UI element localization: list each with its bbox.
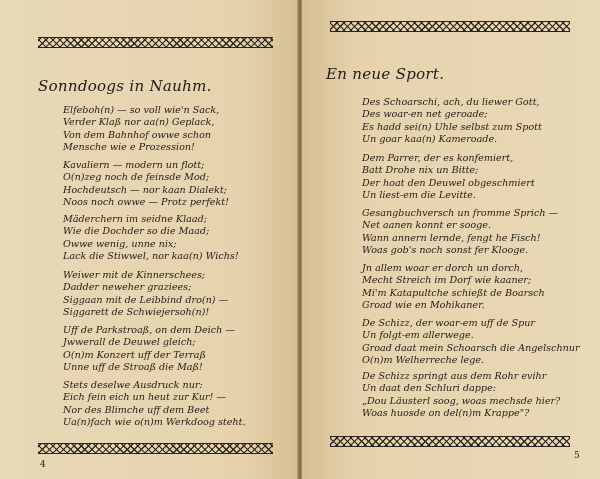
verse-line: Hochdeutsch — nor kaan Dialekt; (63, 184, 227, 196)
verse-line: Lack die Stiwwel, nor kaa(n) Wichs! (63, 251, 239, 263)
verse-line: Dadder neweher graziees; (63, 282, 192, 294)
verse-line: O(n)m Welherreche lege. (362, 355, 485, 367)
page-number: 5 (574, 451, 580, 461)
left-page (0, 0, 298, 479)
verse-line: Elfeboh(n) — so voll wie'n Sack, (63, 105, 220, 116)
verse-line: Net aanen konnt er sooge. (362, 220, 492, 232)
stanza (63, 380, 246, 430)
verse-line: Stets deselwe Ausdruck nur: (63, 380, 203, 391)
verse-line: Kavaliern — modern un flott; (63, 160, 205, 171)
stanza (63, 160, 229, 210)
verse-line: Es hadd sei(n) Uhle selbst zum Spott (362, 121, 542, 133)
verse-line: Jwwerall de Deuwel gleich; (63, 337, 196, 349)
stanza (362, 371, 560, 421)
verse-line: Unne uff de Stroaß die Maß! (63, 362, 203, 374)
verse-line: Ua(n)fach wie o(n)m Werkdoog steht. (63, 417, 246, 429)
verse-line: Gesangbuchversch un fromme Sprich — (362, 208, 559, 219)
poem-title: Sonndoogs in Nauhm. (38, 77, 212, 95)
verse-line: O(n)m Konzert uff der Terraß (63, 349, 206, 361)
poem-title: En neue Sport. (326, 65, 445, 83)
verse-line: Wie die Dochder so die Maad; (63, 226, 210, 238)
top-ornamental-border (330, 21, 570, 32)
verse-line: Nor des Blimche uff dem Beet (63, 404, 210, 416)
verse-line: Owwe wenig, unne nix; (63, 238, 177, 250)
verse-line: Siggarett de Schwiejersoh(n)! (63, 307, 210, 319)
verse-line: De Schizz, der woar-em uff de Spur (362, 318, 536, 329)
page-number: 4 (40, 460, 46, 470)
verse-line: Von dem Bahnhof owwe schon (63, 129, 212, 141)
stanza (362, 153, 535, 203)
bottom-ornamental-border (38, 443, 273, 454)
verse-line: Woas huosde on del(n)m Krappe"? (362, 408, 530, 420)
verse-line: Mensche wie e Prozession! (63, 142, 195, 154)
stanza (63, 325, 235, 375)
verse-line: Mecht Streich im Dorf wie kaaner; (362, 275, 532, 287)
verse-line: Siggaan mit de Leibbind dro(n) — (63, 294, 229, 306)
verse-line: Un goar kaa(n) Kameroade. (362, 134, 498, 146)
verse-line: Woas gob's noch sonst fer Klooge. (362, 245, 529, 257)
bottom-ornamental-border (330, 436, 570, 447)
verse-line: O(n)zeg noch de feinsde Mod; (63, 172, 210, 184)
verse-line: Wann annern lernde, fengt he Fisch! (362, 232, 541, 244)
verse-line: Groad wie en Mohikaner. (362, 300, 485, 312)
verse-line: Jn allem woar er dorch un dorch, (362, 263, 524, 274)
verse-line: Groad daat mein Schoarsch die Angelschnur (362, 342, 580, 354)
verse-line: Dem Parrer, der es konfemiert, (362, 153, 514, 164)
verse-line: Un folgt-em allerwege. (362, 330, 474, 342)
verse-line: Mi'm Katapultche schießt de Boarsch (362, 287, 545, 299)
stanza (63, 270, 228, 320)
verse-line: Mäderchern im seidne Klaad; (63, 214, 207, 225)
verse-line: Noos noch owwe — Protz perfekt! (63, 197, 229, 209)
stanza (362, 318, 580, 368)
verse-line: Der hoat den Deuwel obgeschmiert (362, 177, 535, 189)
verse-line: Uff de Parkstroaß, on dem Deich — (63, 325, 235, 336)
stanza (362, 263, 545, 313)
verse-line: Des Schoarschi, ach, du liewer Gott, (362, 97, 540, 108)
stanza (362, 97, 542, 147)
verse-line: De Schizz springt aus dem Rohr evihr (362, 371, 547, 382)
verse-line: Eich fein eich un heut zur Kur! — (63, 392, 226, 404)
verse-line: Weiwer mit de Kinnerschees; (63, 270, 206, 281)
verse-line: „Dou Läusterl soog, woas mechsde hier? (362, 395, 561, 407)
verse-line: Des woar-en net geroade; (362, 109, 488, 121)
right-page (302, 0, 600, 479)
stanza (362, 208, 558, 258)
verse-line: Un daat den Schluri dappe: (362, 383, 496, 395)
top-ornamental-border (38, 37, 273, 48)
stanza (63, 105, 219, 155)
stanza (63, 214, 239, 264)
verse-line: Batt Drohe nix un Bitte; (362, 165, 479, 177)
verse-line: Un liest-em die Levitte. (362, 190, 476, 202)
verse-line: Verder Klaß nor aa(n) Geplack, (63, 117, 215, 129)
